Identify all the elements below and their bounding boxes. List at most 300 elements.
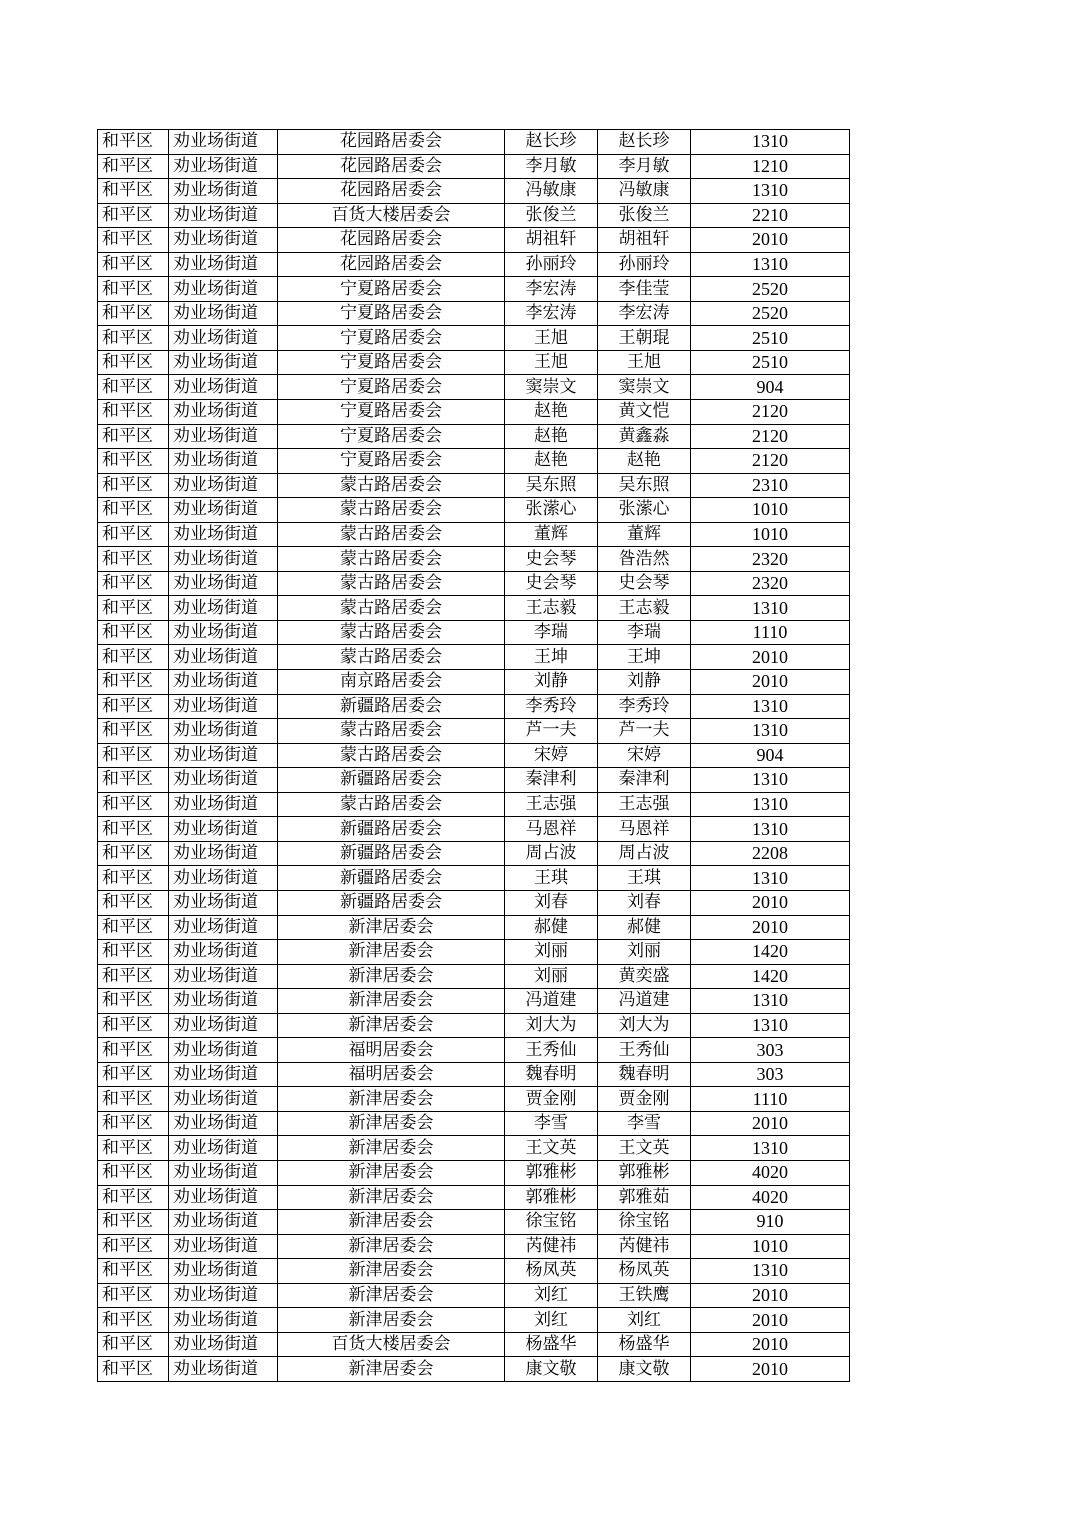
table-row [98,522,850,547]
committee-cell: 蒙古路居委会 [278,719,505,744]
table-row [98,1013,850,1038]
name-cell: 窦崇文 [598,375,691,400]
code-cell: 1310 [691,179,850,204]
committee-cell: 新津居委会 [278,1283,505,1308]
committee-cell: 新疆路居委会 [278,817,505,842]
householder-cell: 王志强 [505,792,598,817]
code-cell: 2320 [691,547,850,572]
district-cell: 和平区 [98,841,169,866]
street-cell: 劝业场街道 [169,350,278,375]
table-row [98,1308,850,1333]
district-cell: 和平区 [98,719,169,744]
code-cell: 2120 [691,424,850,449]
district-cell: 和平区 [98,179,169,204]
householder-cell: 窦崇文 [505,375,598,400]
name-cell: 王秀仙 [598,1038,691,1063]
householder-cell: 马恩祥 [505,817,598,842]
district-cell: 和平区 [98,473,169,498]
code-cell: 2010 [691,1332,850,1357]
table-row [98,1332,850,1357]
code-cell: 1310 [691,694,850,719]
householder-cell: 徐宝铭 [505,1210,598,1235]
district-cell: 和平区 [98,350,169,375]
table-row [98,1234,850,1259]
street-cell: 劝业场街道 [169,522,278,547]
district-cell: 和平区 [98,154,169,179]
committee-cell: 蒙古路居委会 [278,522,505,547]
district-cell: 和平区 [98,1308,169,1333]
code-cell: 2120 [691,400,850,425]
street-cell: 劝业场街道 [169,989,278,1014]
district-cell: 和平区 [98,277,169,302]
householder-cell: 杨盛华 [505,1332,598,1357]
street-cell: 劝业场街道 [169,1038,278,1063]
committee-cell: 新津居委会 [278,1111,505,1136]
householder-cell: 刘红 [505,1308,598,1333]
name-cell: 李宏涛 [598,301,691,326]
committee-cell: 新津居委会 [278,1234,505,1259]
district-cell: 和平区 [98,1062,169,1087]
table-row [98,670,850,695]
table-row [98,179,850,204]
street-cell: 劝业场街道 [169,866,278,891]
table-row [98,498,850,523]
district-cell: 和平区 [98,964,169,989]
table-row [98,1185,850,1210]
street-cell: 劝业场街道 [169,1283,278,1308]
table-row [98,424,850,449]
table-row [98,277,850,302]
table-row [98,203,850,228]
table-row [98,694,850,719]
table-row [98,964,850,989]
code-cell: 1110 [691,620,850,645]
committee-cell: 新津居委会 [278,1136,505,1161]
street-cell: 劝业场街道 [169,743,278,768]
committee-cell: 新疆路居委会 [278,841,505,866]
householder-cell: 刘春 [505,890,598,915]
code-cell: 1310 [691,866,850,891]
table-row [98,1357,850,1382]
householder-cell: 孙丽玲 [505,252,598,277]
district-cell: 和平区 [98,1185,169,1210]
name-cell: 黄奕盛 [598,964,691,989]
committee-cell: 新津居委会 [278,1013,505,1038]
table-row [98,768,850,793]
committee-cell: 新疆路居委会 [278,866,505,891]
street-cell: 劝业场街道 [169,768,278,793]
code-cell: 2210 [691,203,850,228]
code-cell: 2010 [691,890,850,915]
district-cell: 和平区 [98,915,169,940]
name-cell: 贾金刚 [598,1087,691,1112]
street-cell: 劝业场街道 [169,154,278,179]
district-cell: 和平区 [98,768,169,793]
householder-cell: 秦津利 [505,768,598,793]
code-cell: 2010 [691,670,850,695]
code-cell: 1010 [691,1234,850,1259]
code-cell: 2310 [691,473,850,498]
table-row [98,252,850,277]
householder-cell: 赵长珍 [505,130,598,155]
street-cell: 劝业场街道 [169,596,278,621]
name-cell: 赵长珍 [598,130,691,155]
name-cell: 冯敏康 [598,179,691,204]
table-row [98,989,850,1014]
table-row [98,645,850,670]
table-row [98,400,850,425]
committee-cell: 蒙古路居委会 [278,498,505,523]
street-cell: 劝业场街道 [169,792,278,817]
code-cell: 1310 [691,596,850,621]
name-cell: 李秀玲 [598,694,691,719]
street-cell: 劝业场街道 [169,277,278,302]
street-cell: 劝业场街道 [169,326,278,351]
district-cell: 和平区 [98,645,169,670]
street-cell: 劝业场街道 [169,179,278,204]
table-row [98,473,850,498]
householder-cell: 王旭 [505,326,598,351]
name-cell: 刘大为 [598,1013,691,1038]
street-cell: 劝业场街道 [169,547,278,572]
district-cell: 和平区 [98,620,169,645]
street-cell: 劝业场街道 [169,301,278,326]
street-cell: 劝业场街道 [169,203,278,228]
code-cell: 1010 [691,498,850,523]
householder-cell: 李瑞 [505,620,598,645]
name-cell: 王文英 [598,1136,691,1161]
table-row [98,1283,850,1308]
name-cell: 杨盛华 [598,1332,691,1357]
committee-cell: 新津居委会 [278,1357,505,1382]
district-cell: 和平区 [98,522,169,547]
name-cell: 胡祖轩 [598,228,691,253]
district-cell: 和平区 [98,449,169,474]
name-cell: 芦一夫 [598,719,691,744]
code-cell: 4020 [691,1160,850,1185]
householder-cell: 芮健祎 [505,1234,598,1259]
committee-cell: 新疆路居委会 [278,768,505,793]
committee-cell: 百货大楼居委会 [278,203,505,228]
table-row [98,1160,850,1185]
street-cell: 劝业场街道 [169,964,278,989]
committee-cell: 福明居委会 [278,1038,505,1063]
committee-cell: 新津居委会 [278,940,505,965]
householder-cell: 郝健 [505,915,598,940]
table-body [98,130,850,1382]
district-cell: 和平区 [98,1283,169,1308]
committee-cell: 蒙古路居委会 [278,596,505,621]
street-cell: 劝业场街道 [169,645,278,670]
district-cell: 和平区 [98,301,169,326]
table-row [98,1210,850,1235]
street-cell: 劝业场街道 [169,130,278,155]
committee-cell: 新津居委会 [278,1160,505,1185]
code-cell: 2208 [691,841,850,866]
householder-cell: 王旭 [505,350,598,375]
name-cell: 董辉 [598,522,691,547]
table-row [98,449,850,474]
district-cell: 和平区 [98,743,169,768]
committee-cell: 宁夏路居委会 [278,326,505,351]
district-cell: 和平区 [98,547,169,572]
street-cell: 劝业场街道 [169,1332,278,1357]
name-cell: 孙丽玲 [598,252,691,277]
householder-cell: 刘大为 [505,1013,598,1038]
table-row [98,1062,850,1087]
district-cell: 和平区 [98,498,169,523]
district-cell: 和平区 [98,1234,169,1259]
district-cell: 和平区 [98,866,169,891]
committee-cell: 花园路居委会 [278,228,505,253]
householder-cell: 周占波 [505,841,598,866]
householder-cell: 胡祖轩 [505,228,598,253]
table-row [98,350,850,375]
table-row [98,1136,850,1161]
code-cell: 2120 [691,449,850,474]
code-cell: 2520 [691,277,850,302]
committee-cell: 新津居委会 [278,1210,505,1235]
table-row [98,817,850,842]
street-cell: 劝业场街道 [169,1136,278,1161]
committee-cell: 新津居委会 [278,1308,505,1333]
street-cell: 劝业场街道 [169,1308,278,1333]
name-cell: 王旭 [598,350,691,375]
street-cell: 劝业场街道 [169,1160,278,1185]
committee-cell: 蒙古路居委会 [278,473,505,498]
name-cell: 黄文恺 [598,400,691,425]
code-cell: 1310 [691,719,850,744]
name-cell: 郭雅彬 [598,1160,691,1185]
committee-cell: 花园路居委会 [278,252,505,277]
householder-cell: 李月敏 [505,154,598,179]
data-table [97,129,850,1382]
street-cell: 劝业场街道 [169,498,278,523]
committee-cell: 宁夏路居委会 [278,400,505,425]
table-row [98,866,850,891]
householder-cell: 王文英 [505,1136,598,1161]
district-cell: 和平区 [98,1087,169,1112]
committee-cell: 花园路居委会 [278,154,505,179]
district-cell: 和平区 [98,670,169,695]
code-cell: 2320 [691,571,850,596]
street-cell: 劝业场街道 [169,841,278,866]
name-cell: 王铁鹰 [598,1283,691,1308]
table-row [98,915,850,940]
householder-cell: 刘丽 [505,964,598,989]
code-cell: 2510 [691,350,850,375]
district-cell: 和平区 [98,326,169,351]
code-cell: 303 [691,1038,850,1063]
code-cell: 2010 [691,1111,850,1136]
householder-cell: 王志毅 [505,596,598,621]
table-row [98,228,850,253]
householder-cell: 史会琴 [505,571,598,596]
table-row [98,571,850,596]
street-cell: 劝业场街道 [169,1210,278,1235]
table-row [98,1111,850,1136]
table-row [98,547,850,572]
householder-cell: 李秀玲 [505,694,598,719]
code-cell: 904 [691,375,850,400]
street-cell: 劝业场街道 [169,473,278,498]
district-cell: 和平区 [98,1136,169,1161]
street-cell: 劝业场街道 [169,1259,278,1284]
street-cell: 劝业场街道 [169,424,278,449]
code-cell: 1310 [691,817,850,842]
committee-cell: 宁夏路居委会 [278,301,505,326]
name-cell: 李月敏 [598,154,691,179]
district-cell: 和平区 [98,596,169,621]
name-cell: 宋婷 [598,743,691,768]
table-row [98,1087,850,1112]
committee-cell: 新津居委会 [278,1259,505,1284]
district-cell: 和平区 [98,228,169,253]
table-row [98,1038,850,1063]
table-row [98,620,850,645]
district-cell: 和平区 [98,989,169,1014]
table-row [98,326,850,351]
name-cell: 史会琴 [598,571,691,596]
householder-cell: 吴东照 [505,473,598,498]
district-cell: 和平区 [98,252,169,277]
code-cell: 2010 [691,1283,850,1308]
committee-cell: 新津居委会 [278,915,505,940]
street-cell: 劝业场街道 [169,1013,278,1038]
table-row [98,792,850,817]
street-cell: 劝业场街道 [169,1111,278,1136]
table-row [98,743,850,768]
name-cell: 李雪 [598,1111,691,1136]
street-cell: 劝业场街道 [169,940,278,965]
name-cell: 张俊兰 [598,203,691,228]
street-cell: 劝业场街道 [169,670,278,695]
name-cell: 杨凤英 [598,1259,691,1284]
code-cell: 1310 [691,792,850,817]
name-cell: 刘丽 [598,940,691,965]
street-cell: 劝业场街道 [169,252,278,277]
code-cell: 1420 [691,964,850,989]
table-row [98,130,850,155]
committee-cell: 百货大楼居委会 [278,1332,505,1357]
name-cell: 李瑞 [598,620,691,645]
householder-cell: 张潆心 [505,498,598,523]
code-cell: 1420 [691,940,850,965]
district-cell: 和平区 [98,1160,169,1185]
name-cell: 吴东照 [598,473,691,498]
code-cell: 2520 [691,301,850,326]
code-cell: 1310 [691,1013,850,1038]
name-cell: 周占波 [598,841,691,866]
name-cell: 刘静 [598,670,691,695]
name-cell: 郝健 [598,915,691,940]
householder-cell: 冯敏康 [505,179,598,204]
committee-cell: 宁夏路居委会 [278,424,505,449]
name-cell: 徐宝铭 [598,1210,691,1235]
district-cell: 和平区 [98,792,169,817]
committee-cell: 新津居委会 [278,989,505,1014]
householder-cell: 刘红 [505,1283,598,1308]
name-cell: 刘春 [598,890,691,915]
householder-cell: 李宏涛 [505,301,598,326]
district-cell: 和平区 [98,203,169,228]
district-cell: 和平区 [98,400,169,425]
district-cell: 和平区 [98,890,169,915]
committee-cell: 宁夏路居委会 [278,375,505,400]
householder-cell: 刘静 [505,670,598,695]
district-cell: 和平区 [98,817,169,842]
street-cell: 劝业场街道 [169,1185,278,1210]
name-cell: 郭雅茹 [598,1185,691,1210]
name-cell: 黄鑫淼 [598,424,691,449]
householder-cell: 康文敬 [505,1357,598,1382]
district-cell: 和平区 [98,1013,169,1038]
householder-cell: 王琪 [505,866,598,891]
name-cell: 冯道建 [598,989,691,1014]
name-cell: 昝浩然 [598,547,691,572]
name-cell: 王琪 [598,866,691,891]
street-cell: 劝业场街道 [169,620,278,645]
table-row [98,940,850,965]
code-cell: 910 [691,1210,850,1235]
committee-cell: 花园路居委会 [278,130,505,155]
committee-cell: 新疆路居委会 [278,694,505,719]
householder-cell: 魏春明 [505,1062,598,1087]
district-cell: 和平区 [98,130,169,155]
code-cell: 1310 [691,252,850,277]
householder-cell: 史会琴 [505,547,598,572]
street-cell: 劝业场街道 [169,228,278,253]
name-cell: 李佳莹 [598,277,691,302]
street-cell: 劝业场街道 [169,571,278,596]
code-cell: 2010 [691,228,850,253]
name-cell: 马恩祥 [598,817,691,842]
street-cell: 劝业场街道 [169,719,278,744]
name-cell: 赵艳 [598,449,691,474]
householder-cell: 贾金刚 [505,1087,598,1112]
district-cell: 和平区 [98,1357,169,1382]
name-cell: 芮健祎 [598,1234,691,1259]
street-cell: 劝业场街道 [169,694,278,719]
householder-cell: 董辉 [505,522,598,547]
householder-cell: 张俊兰 [505,203,598,228]
householder-cell: 宋婷 [505,743,598,768]
code-cell: 1310 [691,1259,850,1284]
householder-cell: 郭雅彬 [505,1160,598,1185]
householder-cell: 冯道建 [505,989,598,1014]
name-cell: 康文敬 [598,1357,691,1382]
name-cell: 秦津利 [598,768,691,793]
name-cell: 刘红 [598,1308,691,1333]
committee-cell: 蒙古路居委会 [278,645,505,670]
street-cell: 劝业场街道 [169,1087,278,1112]
table-row [98,375,850,400]
table-row [98,841,850,866]
district-cell: 和平区 [98,1210,169,1235]
code-cell: 1310 [691,1136,850,1161]
district-cell: 和平区 [98,940,169,965]
street-cell: 劝业场街道 [169,1062,278,1087]
name-cell: 王坤 [598,645,691,670]
committee-cell: 福明居委会 [278,1062,505,1087]
code-cell: 1110 [691,1087,850,1112]
committee-cell: 南京路居委会 [278,670,505,695]
table-row [98,301,850,326]
householder-cell: 李宏涛 [505,277,598,302]
committee-cell: 宁夏路居委会 [278,449,505,474]
street-cell: 劝业场街道 [169,400,278,425]
householder-cell: 王秀仙 [505,1038,598,1063]
